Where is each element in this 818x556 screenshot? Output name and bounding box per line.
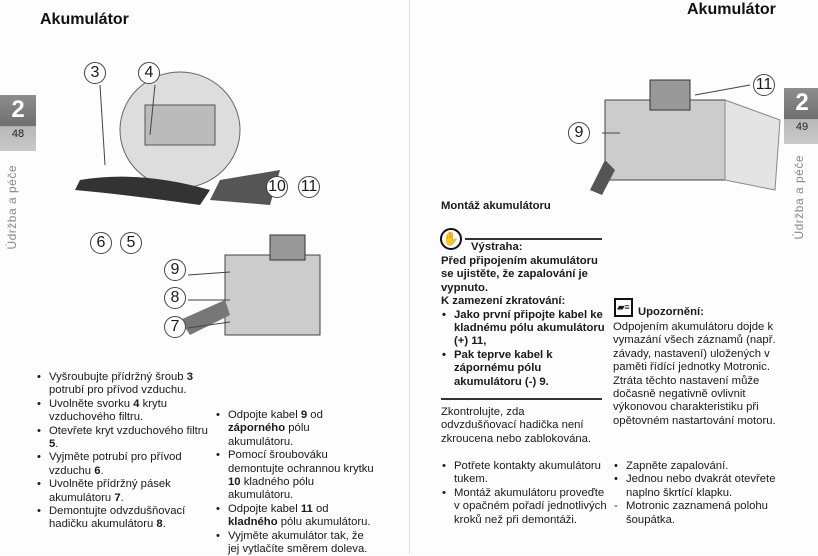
section-label: Údržba a péče <box>5 165 19 250</box>
page-number: 48 <box>11 128 25 140</box>
list-item: • Montáž akumulátoru proveďte v opačném pořadí jednotlivých kroků než při demontáži. <box>441 487 611 527</box>
warning-text: K zamezení zkratování: <box>441 295 566 308</box>
air-filter-battery-illustration <box>60 60 400 360</box>
notice-paragraph: Ztráta těchto nastavení může dočasně negativně ovlivnit výkonovou charakteristiku při opětovném nastartování motoru. <box>613 374 776 427</box>
list-item: • Potřete kontakty akumulátoru tukem. <box>441 460 611 487</box>
list-item: • Zapněte zapalování. <box>613 460 783 473</box>
list-item: • Uvolněte svorku 4 krytu vzduchového filtru. <box>36 398 216 425</box>
callout-5: 5 <box>120 232 142 254</box>
list-item: • Odpojte kabel 9 od záporného pólu akumulátoru. <box>215 409 375 449</box>
divider <box>465 238 602 240</box>
check-text: Zkontrolujte, zda odvzdušňovací hadička není zkroucena nebo zablokována. <box>441 406 592 445</box>
list-item: • Pomocí šroubováku demontujte ochrannou krytku 10 kladného pólu akumulátoru. <box>215 449 375 503</box>
section-heading: Montáž akumulátoru <box>441 200 551 212</box>
warning-text: Před připojením akumulátoru se ujistěte, že zapalování je vypnuto. <box>441 255 598 294</box>
list-item: • Demontujte odvzdušňovací hadičku akumulátoru 8. <box>36 505 216 532</box>
notice-paragraph: Odpojením akumulátoru dojde k vymazání všech záznamů (např. závady, nastavení) uložených v paměti řídící jednotky Motronic. <box>613 321 776 374</box>
right-page <box>409 0 818 554</box>
section-label: Údržba a péče <box>792 155 806 240</box>
callout-7: 7 <box>164 316 186 338</box>
list-item: - Motronic zaznamená polohu šoupátka. <box>613 500 783 527</box>
list-item: • Uvolněte přídržný pásek akumulátoru 7. <box>36 478 216 505</box>
notice-text <box>613 321 778 428</box>
divider <box>441 398 602 400</box>
page-number: 49 <box>795 121 809 133</box>
list-item: • Vyšroubujte přídržný šroub 3 potrubí pro přívod vzduchu. <box>36 371 216 398</box>
left-page <box>0 0 409 554</box>
final-steps <box>613 460 783 527</box>
chapter-tab <box>0 95 36 151</box>
list-item: • Jednou nebo dvakrát otevřete naplno škrtící klapku. <box>613 473 783 500</box>
callout-11: 11 <box>298 176 320 198</box>
list-item: • Pak teprve kabel k zápornému pólu akumulátoru (-) 9. <box>441 349 609 389</box>
notice-label: Upozornění: <box>638 306 704 318</box>
callout-6: 6 <box>90 232 112 254</box>
list-item: • Odpojte kabel 11 od kladného pólu akumulátoru. <box>215 503 375 530</box>
notice-icon: ▰≡ <box>614 298 633 317</box>
page-title: Akumulátor <box>687 1 776 18</box>
callout-3: 3 <box>84 62 106 84</box>
callout-4: 4 <box>138 62 160 84</box>
hand-stop-icon: ✋ <box>440 228 462 250</box>
warning-label: Výstraha: <box>471 241 523 253</box>
callout-8: 8 <box>164 287 186 309</box>
callout-11: 11 <box>753 74 775 96</box>
install-steps <box>441 460 611 527</box>
callout-9: 9 <box>568 122 590 144</box>
removal-steps-col2 <box>215 409 375 556</box>
chapter-number: 2 <box>11 96 25 123</box>
list-item: • Otevřete kryt vzduchového filtru 5. <box>36 425 216 452</box>
list-item: • Jako první připojte kabel ke kladnému pólu akumulátoru (+) 11, <box>441 309 609 349</box>
page-title: Akumulátor <box>40 11 129 28</box>
list-item: • Vyjměte potrubí pro přívod vzduchu 6. <box>36 451 216 478</box>
callout-10: 10 <box>266 176 288 198</box>
callout-9: 9 <box>164 259 186 281</box>
warning-box <box>441 255 609 389</box>
chapter-number: 2 <box>795 89 809 116</box>
list-item: • Vyjměte akumulátor tak, že jej vytlačíte směrem doleva. <box>215 530 375 556</box>
removal-steps-col1 <box>36 371 216 532</box>
